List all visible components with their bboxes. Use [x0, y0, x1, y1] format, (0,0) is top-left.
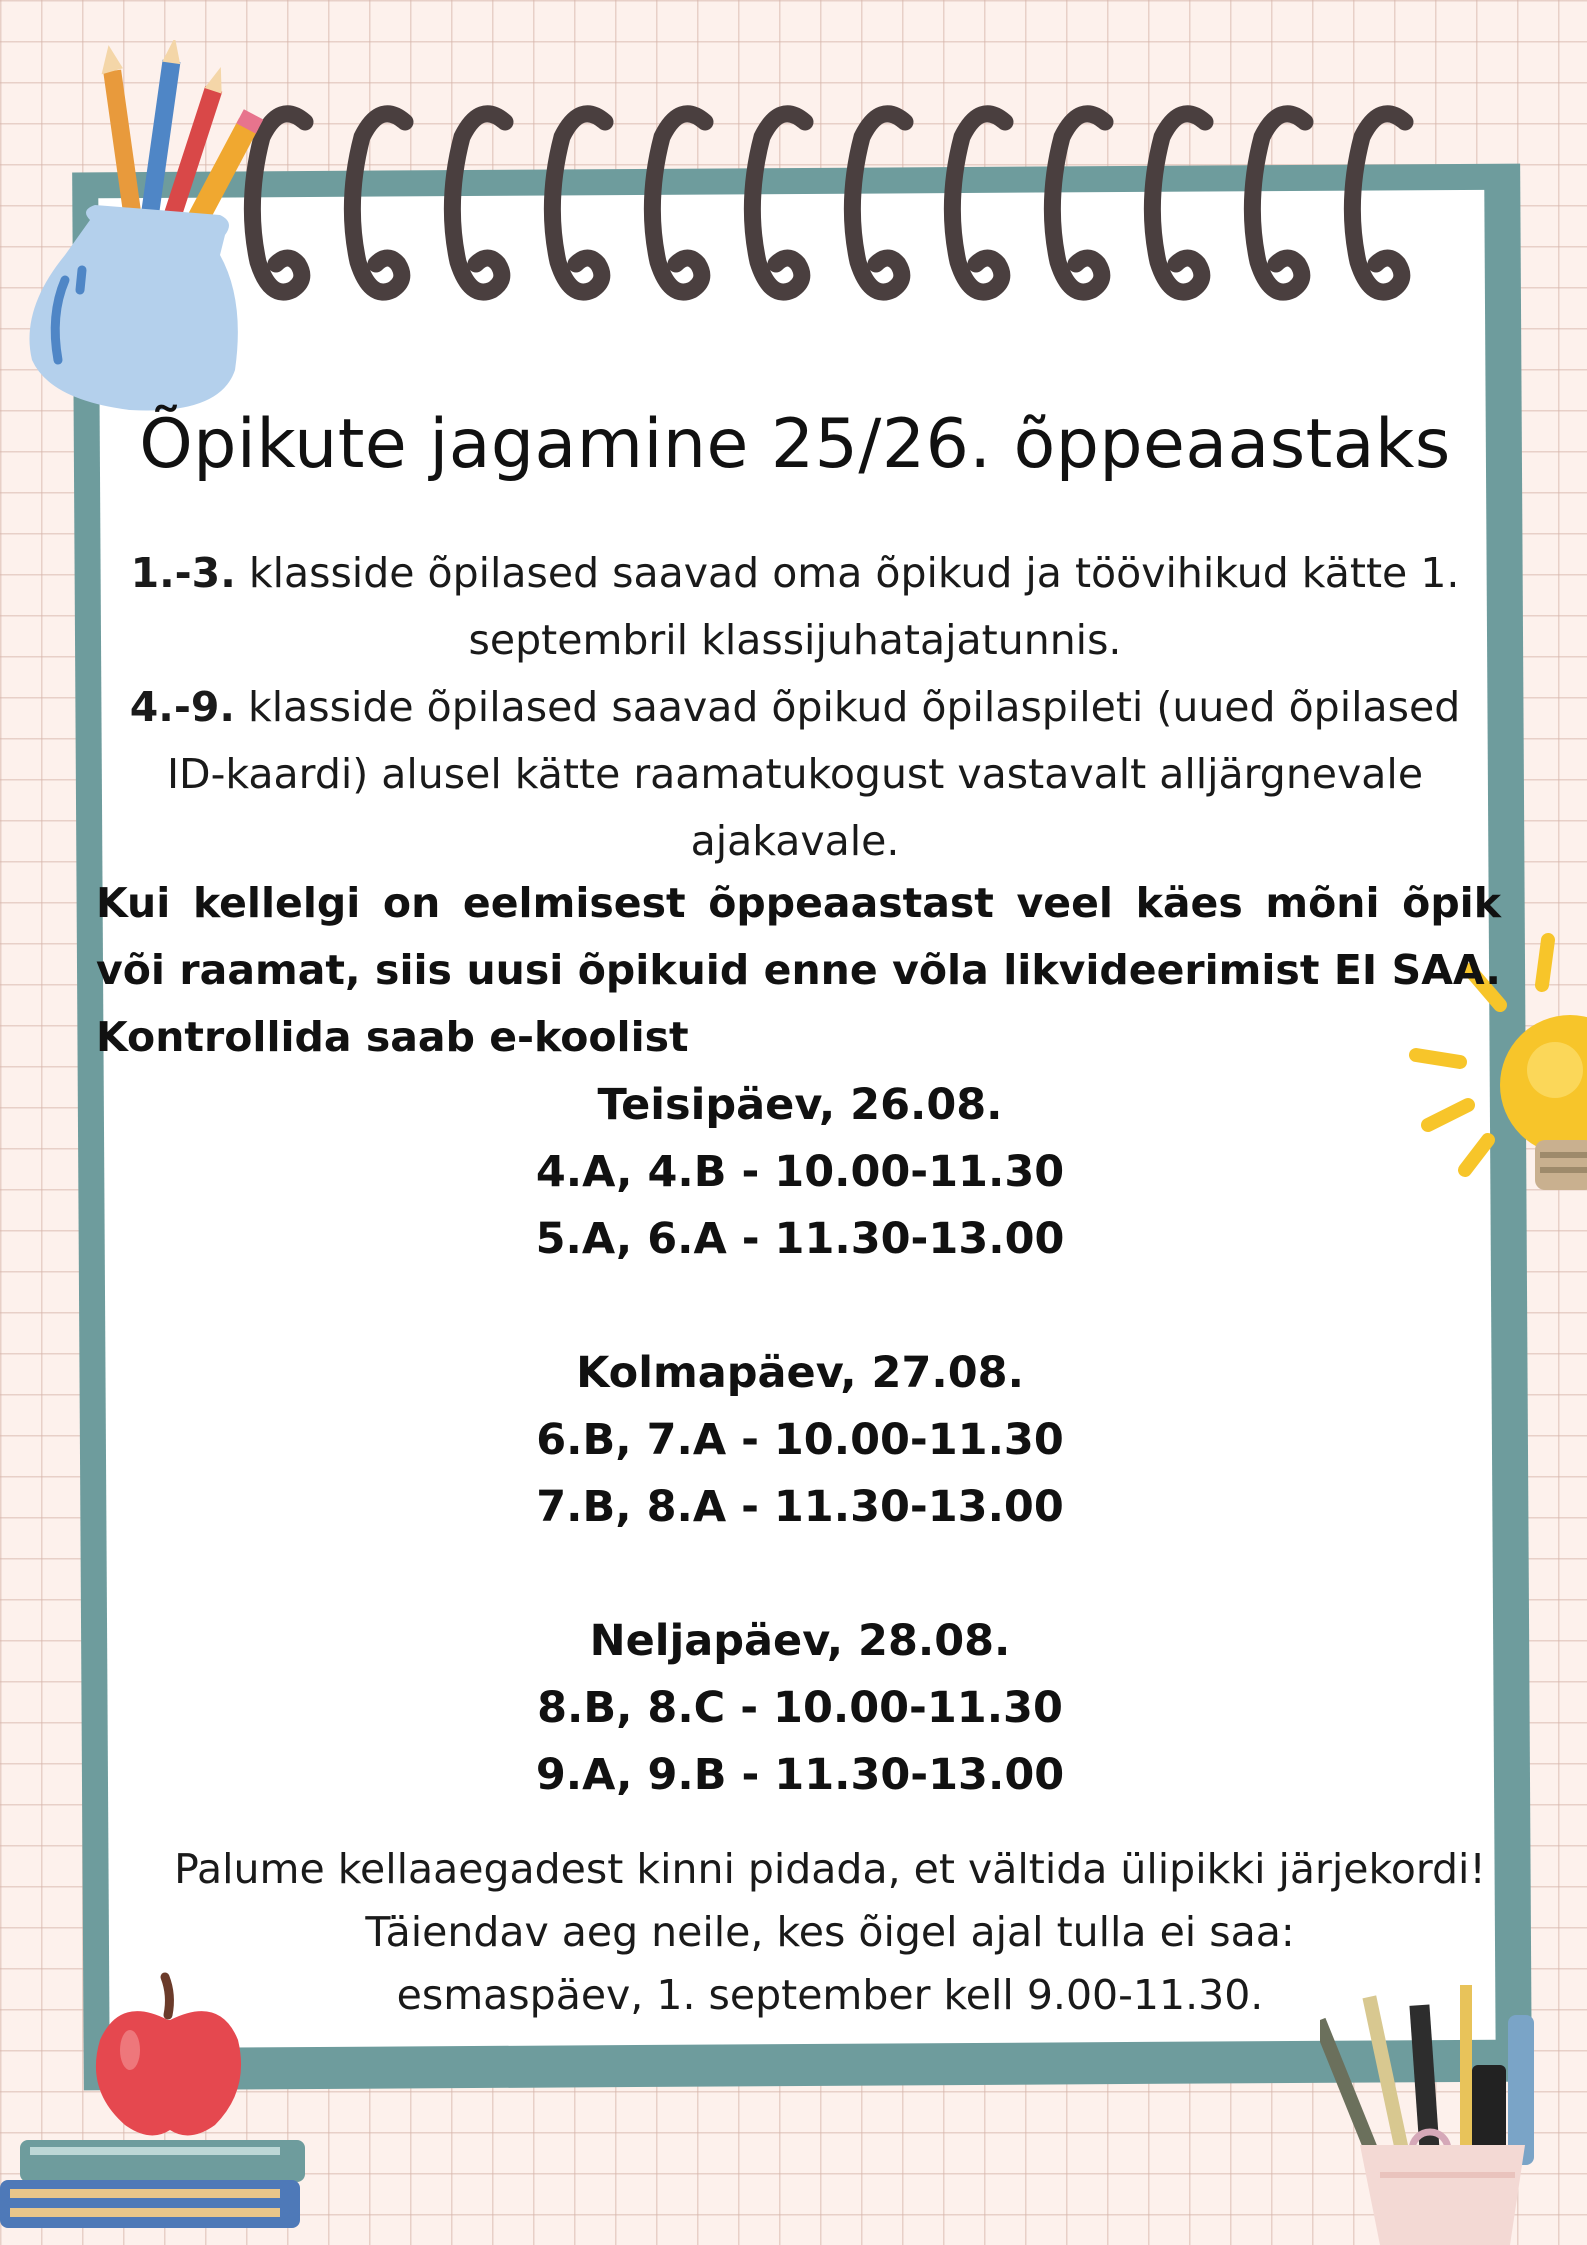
time-slot: 4.A, 4.B - 10.00-11.30: [535, 1147, 1065, 1197]
spiral-ring: [1352, 114, 1405, 292]
day-heading: Teisipäev, 26.08.: [597, 1080, 1003, 1130]
debt-warning: Kui kellelgi on eelmisest õppeaastast veel käes mõni õpik või raamat, siis uusi õpikuid enne võla likvideerimist EI SAA. Kontrollida saab e-koolist: [96, 879, 1501, 1061]
time-slot: 8.B, 8.C - 10.00-11.30: [537, 1683, 1063, 1733]
intro-paragraph-grades-1-3: [95, 540, 1495, 674]
spiral-ring: [1152, 114, 1205, 292]
footer-note: [120, 1838, 1540, 2027]
grades-4-9-label: 4.-9.: [129, 683, 235, 731]
page-title: Õpikute jagamine 25/26. õppeaastaks: [139, 405, 1451, 484]
schedule-day-2: [400, 1340, 1200, 1541]
spiral-ring: [852, 114, 905, 292]
footer-line-2: Täiendav aeg neile, kes õigel ajal tulla ei saa:: [365, 1908, 1295, 1956]
spiral-ring: [352, 114, 405, 292]
spiral-ring: [952, 114, 1005, 292]
time-slot: 7.B, 8.A - 11.30-13.00: [536, 1482, 1064, 1532]
time-slot: 6.B, 7.A - 10.00-11.30: [536, 1415, 1064, 1465]
grades-1-3-label: 1.-3.: [130, 549, 236, 597]
footer-line-1: Palume kellaaegadest kinni pidada, et vältida ülipikki järjekordi!: [174, 1845, 1486, 1893]
grades-1-3-text: klasside õpilased saavad oma õpikud ja töövihikud kätte 1. septembril klassijuhatajatunnis.: [235, 549, 1460, 664]
spiral-ring: [552, 114, 605, 292]
time-slot: 5.A, 6.A - 11.30-13.00: [535, 1214, 1065, 1264]
schedule-day-3: [400, 1608, 1200, 1809]
spiral-ring: [752, 114, 805, 292]
spiral-ring: [1052, 114, 1105, 292]
intro-text: [95, 540, 1495, 875]
day-heading: Neljapäev, 28.08.: [589, 1616, 1011, 1666]
pencil-jar-icon: [10, 40, 270, 420]
day-heading: Kolmapäev, 27.08.: [576, 1348, 1024, 1398]
spiral-ring: [652, 114, 705, 292]
spacer: [400, 1273, 1200, 1340]
footer-line-3: esmaspäev, 1. september kell 9.00-11.30.: [396, 1971, 1264, 2019]
grades-4-9-text: klasside õpilased saavad õpikud õpilaspileti (uued õpilased ID-kaardi) alusel kätte raamatukogust vastavalt alljärgnevale ajakavale.: [166, 683, 1461, 865]
spiral-ring: [452, 114, 505, 292]
spiral-ring: [1252, 114, 1305, 292]
schedule-day-1: [400, 1072, 1200, 1273]
schedule: [400, 1072, 1200, 1809]
intro-paragraph-grades-4-9: [95, 674, 1495, 875]
spacer: [400, 1541, 1200, 1608]
spiral-binding: [230, 92, 1450, 312]
time-slot: 9.A, 9.B - 11.30-13.00: [535, 1750, 1065, 1800]
